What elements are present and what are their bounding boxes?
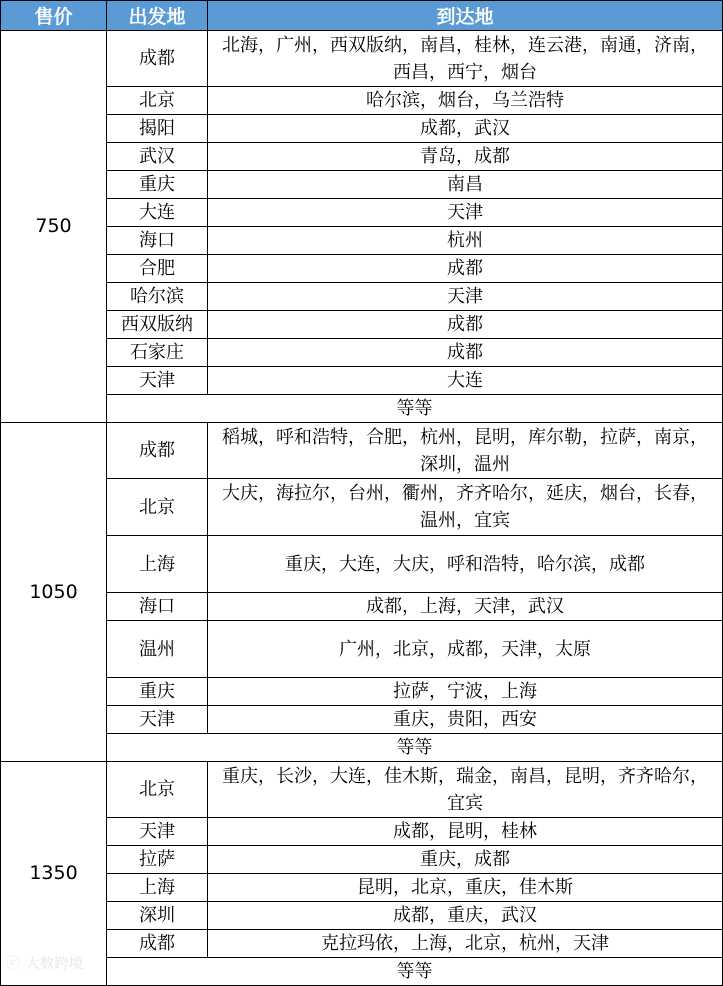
destinations-cell: 哈尔滨，烟台，乌兰浩特 bbox=[208, 87, 723, 115]
origin-cell: 合肥 bbox=[107, 255, 208, 283]
table-row bbox=[1, 283, 723, 311]
destinations-cell: 克拉玛依，上海，北京，杭州，天津 bbox=[208, 930, 723, 958]
destinations-cell: 重庆，贵阳，西安 bbox=[208, 706, 723, 734]
destinations-cell: 成都，重庆，武汉 bbox=[208, 902, 723, 930]
table-row bbox=[1, 171, 723, 199]
etc-cell: 等等 bbox=[107, 734, 723, 762]
origin-cell: 温州 bbox=[107, 621, 208, 678]
header-row bbox=[1, 1, 723, 31]
origin-cell: 拉萨 bbox=[107, 846, 208, 874]
price-cell: 1350 bbox=[1, 762, 107, 986]
origin-cell: 北京 bbox=[107, 479, 208, 536]
destinations-cell: 青岛，成都 bbox=[208, 143, 723, 171]
origin-cell: 石家庄 bbox=[107, 339, 208, 367]
destinations-cell: 重庆，长沙，大连，佳木斯，瑞金，南昌，昆明，齐齐哈尔，宜宾 bbox=[208, 762, 723, 818]
origin-cell: 成都 bbox=[107, 31, 208, 87]
origin-cell: 海口 bbox=[107, 227, 208, 255]
destinations-cell: 北海，广州，西双版纳，南昌，桂林，连云港，南通，济南，西昌，西宁，烟台 bbox=[208, 31, 723, 87]
origin-cell: 海口 bbox=[107, 593, 208, 621]
table-row bbox=[1, 930, 723, 958]
destinations-cell: 杭州 bbox=[208, 227, 723, 255]
origin-cell: 重庆 bbox=[107, 171, 208, 199]
table-row bbox=[1, 311, 723, 339]
table-row bbox=[1, 762, 723, 818]
destinations-cell: 成都，昆明，桂林 bbox=[208, 818, 723, 846]
table-row bbox=[1, 479, 723, 536]
destinations-cell: 大庆，海拉尔，台州，衢州，齐齐哈尔，延庆，烟台，长春，温州，宜宾 bbox=[208, 479, 723, 536]
table-row bbox=[1, 874, 723, 902]
origin-cell: 北京 bbox=[107, 87, 208, 115]
destinations-cell: 成都，上海，天津，武汉 bbox=[208, 593, 723, 621]
destinations-cell: 昆明，北京，重庆，佳木斯 bbox=[208, 874, 723, 902]
watermark-logo-icon: ⓒ bbox=[6, 956, 21, 972]
destinations-cell: 天津 bbox=[208, 199, 723, 227]
origin-cell: 北京 bbox=[107, 762, 208, 818]
table-row bbox=[1, 846, 723, 874]
destinations-cell: 成都 bbox=[208, 255, 723, 283]
origin-cell: 重庆 bbox=[107, 678, 208, 706]
price-cell: 1050 bbox=[1, 423, 107, 762]
destinations-cell: 天津 bbox=[208, 283, 723, 311]
header-price: 售价 bbox=[1, 1, 107, 31]
watermark-text: 大数跨境 bbox=[25, 956, 84, 972]
etc-row bbox=[1, 395, 723, 423]
origin-cell: 成都 bbox=[107, 423, 208, 479]
table-row bbox=[1, 423, 723, 479]
origin-cell: 天津 bbox=[107, 706, 208, 734]
table-row bbox=[1, 621, 723, 678]
table-row bbox=[1, 678, 723, 706]
table-row bbox=[1, 536, 723, 593]
table-row bbox=[1, 902, 723, 930]
price-cell: 750 bbox=[1, 31, 107, 423]
destinations-cell: 成都，武汉 bbox=[208, 115, 723, 143]
origin-cell: 揭阳 bbox=[107, 115, 208, 143]
origin-cell: 成都 bbox=[107, 930, 208, 958]
origin-cell: 哈尔滨 bbox=[107, 283, 208, 311]
table-row bbox=[1, 143, 723, 171]
origin-cell: 大连 bbox=[107, 199, 208, 227]
destinations-cell: 南昌 bbox=[208, 171, 723, 199]
origin-cell: 武汉 bbox=[107, 143, 208, 171]
table-row bbox=[1, 339, 723, 367]
table-row bbox=[1, 367, 723, 395]
destinations-cell: 重庆，成都 bbox=[208, 846, 723, 874]
destinations-cell: 拉萨，宁波，上海 bbox=[208, 678, 723, 706]
etc-cell: 等等 bbox=[107, 958, 723, 986]
table-row bbox=[1, 227, 723, 255]
etc-row bbox=[1, 958, 723, 986]
table-row bbox=[1, 593, 723, 621]
table-row bbox=[1, 31, 723, 87]
etc-row bbox=[1, 734, 723, 762]
origin-cell: 上海 bbox=[107, 874, 208, 902]
table-row bbox=[1, 818, 723, 846]
origin-cell: 天津 bbox=[107, 818, 208, 846]
table-row bbox=[1, 255, 723, 283]
table-row bbox=[1, 706, 723, 734]
destinations-cell: 成都 bbox=[208, 339, 723, 367]
destinations-cell: 重庆，大连，大庆，呼和浩特，哈尔滨，成都 bbox=[208, 536, 723, 593]
table-row bbox=[1, 199, 723, 227]
destinations-cell: 稻城，呼和浩特，合肥，杭州，昆明，库尔勒，拉萨，南京，深圳，温州 bbox=[208, 423, 723, 479]
header-destinations: 到达地 bbox=[208, 1, 723, 31]
origin-cell: 深圳 bbox=[107, 902, 208, 930]
destinations-cell: 广州，北京，成都，天津，太原 bbox=[208, 621, 723, 678]
destinations-cell: 大连 bbox=[208, 367, 723, 395]
origin-cell: 天津 bbox=[107, 367, 208, 395]
destinations-cell: 成都 bbox=[208, 311, 723, 339]
etc-cell: 等等 bbox=[107, 395, 723, 423]
table-row bbox=[1, 115, 723, 143]
origin-cell: 西双版纳 bbox=[107, 311, 208, 339]
watermark bbox=[6, 953, 83, 973]
table-row bbox=[1, 87, 723, 115]
origin-cell: 上海 bbox=[107, 536, 208, 593]
header-origin: 出发地 bbox=[107, 1, 208, 31]
